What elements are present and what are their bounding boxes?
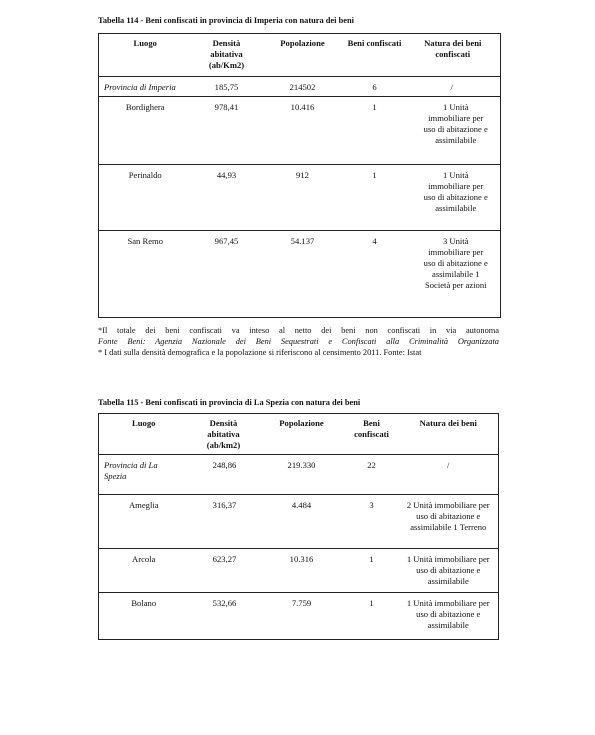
table-row bbox=[99, 549, 499, 593]
table-115 bbox=[98, 413, 499, 640]
cell-popolazione: 10.316 bbox=[261, 549, 343, 593]
table-row bbox=[99, 593, 499, 640]
cell-luogo: Ameglia bbox=[99, 495, 189, 549]
col-header-luogo: Luogo bbox=[132, 418, 156, 428]
cell-luogo: Perinaldo bbox=[99, 165, 192, 231]
cell-natura: / bbox=[401, 455, 499, 495]
cell-beni: 6 bbox=[344, 77, 406, 97]
cell-beni: 1 bbox=[344, 97, 406, 165]
cell-luogo: Provincia di Imperia bbox=[99, 77, 192, 97]
col-header-natura: Natura dei beni bbox=[419, 418, 477, 428]
cell-beni: 1 bbox=[344, 165, 406, 231]
col-header-popolazione: Popolazione bbox=[280, 38, 325, 48]
cell-luogo: Bolano bbox=[99, 593, 189, 640]
table-row bbox=[99, 455, 499, 495]
table-row bbox=[99, 231, 501, 318]
cell-natura: 1 Unità immobiliare per uso di abitazione e assimilabile bbox=[406, 97, 501, 165]
cell-densita: 248,86 bbox=[189, 455, 261, 495]
note-total: *Il totale dei beni confiscati va inteso al netto dei beni non confiscati in via autonoma bbox=[98, 326, 499, 335]
table-row bbox=[99, 495, 499, 549]
cell-densita: 185,75 bbox=[192, 77, 262, 97]
table-114 bbox=[98, 33, 501, 318]
note-census: * I dati sulla densità demografica e la popolazione si riferiscono al censimento 2011. Fonte: Istat bbox=[98, 348, 422, 358]
cell-beni: 1 bbox=[343, 549, 401, 593]
cell-luogo: Bordighera bbox=[99, 97, 192, 165]
cell-beni: 3 bbox=[343, 495, 401, 549]
table-115-caption: Tabella 115 - Beni confiscati in provincia di La Spezia con natura dei beni bbox=[98, 398, 361, 407]
cell-densita: 532,66 bbox=[189, 593, 261, 640]
cell-luogo: Arcola bbox=[99, 549, 189, 593]
col-header-popolazione: Popolazione bbox=[279, 418, 324, 428]
cell-beni: 1 bbox=[343, 593, 401, 640]
col-header-natura: Natura dei beni confiscati bbox=[424, 38, 482, 59]
col-header-beni: Beni confiscati bbox=[354, 418, 389, 439]
cell-natura: / bbox=[406, 77, 501, 97]
cell-popolazione: 219.330 bbox=[261, 455, 343, 495]
table-row bbox=[99, 165, 501, 231]
col-header-densita: Densità abitativa (ab/Km2) bbox=[208, 38, 245, 70]
cell-popolazione: 7.759 bbox=[261, 593, 343, 640]
table-notes bbox=[98, 325, 499, 359]
cell-natura: 1 Unità immobiliare per uso di abitazione e assimilabile bbox=[401, 593, 499, 640]
cell-luogo: Provincia di La Spezia bbox=[99, 455, 189, 495]
cell-densita: 44,93 bbox=[192, 165, 262, 231]
cell-beni: 4 bbox=[344, 231, 406, 318]
cell-luogo: San Remo bbox=[99, 231, 192, 318]
cell-densita: 316,37 bbox=[189, 495, 261, 549]
note-source: Fonte Beni: Agenzia Nazionale dei Beni Sequestrati e Confiscati alla Criminalità Organizzata bbox=[98, 337, 499, 347]
cell-densita: 967,45 bbox=[192, 231, 262, 318]
cell-beni: 22 bbox=[343, 455, 401, 495]
table-row bbox=[99, 97, 501, 165]
cell-natura: 1 Unità immobiliare per uso di abitazione e assimilabile bbox=[406, 165, 501, 231]
cell-popolazione: 912 bbox=[262, 165, 344, 231]
table-header-row bbox=[99, 414, 499, 455]
cell-natura: 1 Unità immobiliare per uso di abitazione e assimilabile bbox=[401, 549, 499, 593]
cell-popolazione: 4.484 bbox=[261, 495, 343, 549]
table-header-row bbox=[99, 34, 501, 77]
table-114-caption: Tabella 114 - Beni confiscati in provincia di Imperia con natura dei beni bbox=[98, 16, 354, 25]
cell-densita: 978,41 bbox=[192, 97, 262, 165]
cell-popolazione: 54.137 bbox=[262, 231, 344, 318]
cell-popolazione: 10.416 bbox=[262, 97, 344, 165]
cell-natura: 3 Unità immobiliare per uso di abitazione e assimilabile 1 Società per azioni bbox=[406, 231, 501, 318]
cell-densita: 623,27 bbox=[189, 549, 261, 593]
cell-natura: 2 Unità immobiliare per uso di abitazione e assimilabile 1 Terreno bbox=[401, 495, 499, 549]
col-header-luogo: Luogo bbox=[133, 38, 157, 48]
col-header-beni: Beni confiscati bbox=[347, 38, 402, 48]
table-row bbox=[99, 77, 501, 97]
cell-popolazione: 214502 bbox=[262, 77, 344, 97]
col-header-densita: Densità abitativa (ab/km2) bbox=[206, 418, 241, 450]
